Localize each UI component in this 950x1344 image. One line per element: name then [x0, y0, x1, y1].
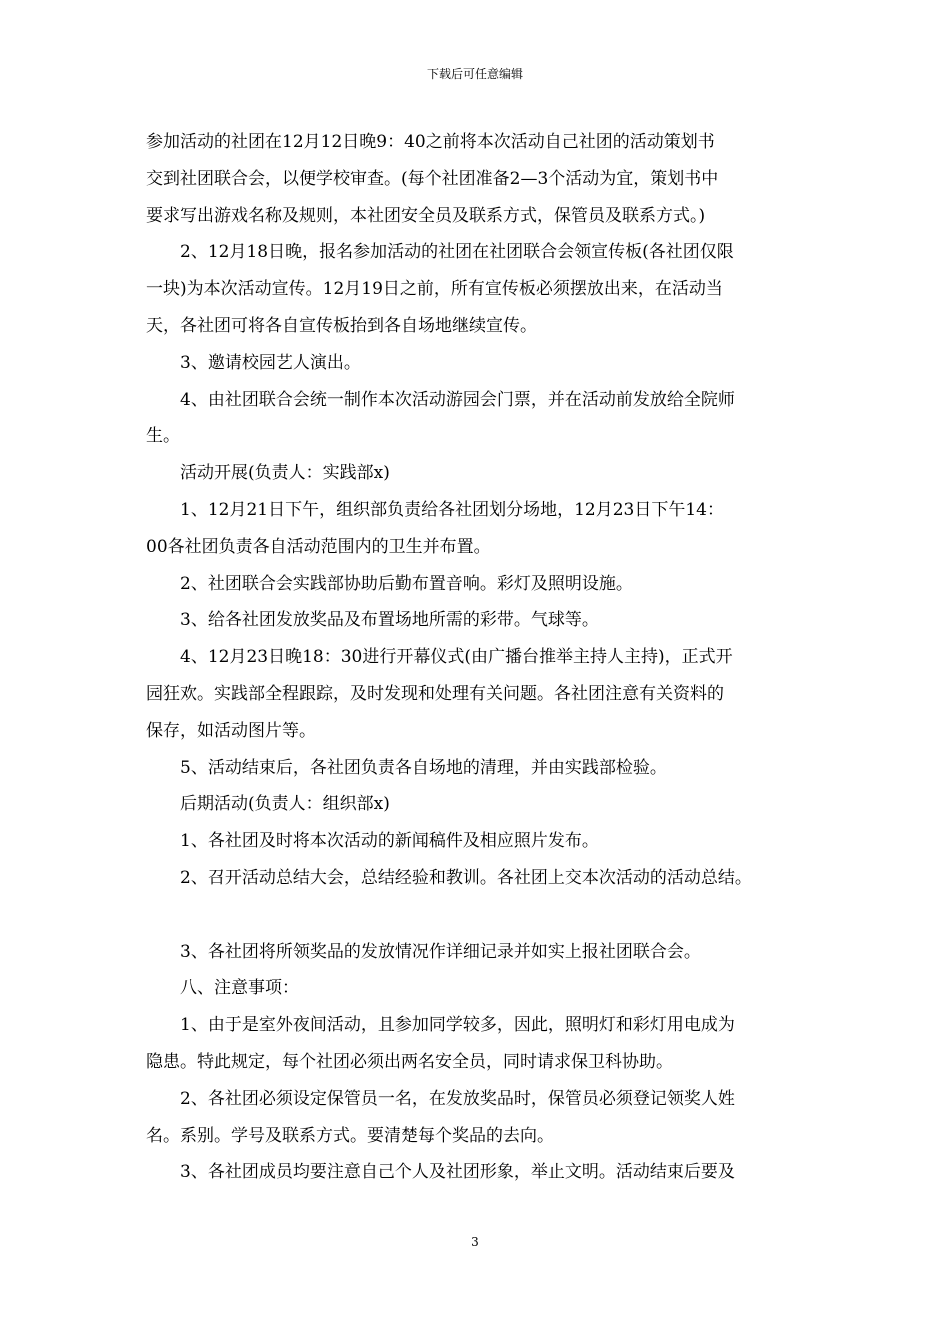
paragraph	[146, 639, 826, 749]
page-header: 下载后可任意编辑	[426, 67, 523, 81]
text-line: 4、12月23日晚18：30进行开幕仪式(由广播台推举主持人主持)，正式开	[180, 647, 733, 668]
text-line: 2、召开活动总结大会，总结经验和教训。各社团上交本次活动的活动总结。	[180, 867, 752, 888]
text-line: 1、各社团及时将本次活动的新闻稿件及相应照片发布。	[180, 831, 599, 852]
text-line: 00各社团负责各自活动范围内的卫生并布置。	[146, 536, 491, 557]
paragraph	[146, 566, 826, 603]
text-line: 2、社团联合会实践部协助后勤布置音响。彩灯及照明设施。	[180, 573, 633, 594]
paragraph	[146, 124, 826, 234]
section-heading	[146, 786, 826, 823]
document-body	[146, 124, 826, 1191]
section-heading	[146, 455, 826, 492]
text-line: 5、活动结束后，各社团负责各自场地的清理，并由实践部检验。	[180, 757, 667, 778]
paragraph	[146, 1007, 826, 1081]
text-line: 参加活动的社团在12月12日晚9：40之前将本次活动自己社团的活动策划书	[146, 132, 715, 152]
text-line: 名。系别。学号及联系方式。要清楚每个奖品的去向。	[146, 1125, 554, 1146]
text-line: 2、各社团必须设定保管员一名，在发放奖品时，保管员必须登记领奖人姓	[180, 1088, 735, 1109]
paragraph	[146, 1154, 826, 1191]
text-line: 生。	[146, 426, 180, 447]
text-line: 要求写出游戏名称及规则，本社团安全员及联系方式，保管员及联系方式。)	[146, 205, 706, 226]
text-line: 4、由社团联合会统一制作本次活动游园会门票，并在活动前发放给全院师	[180, 389, 735, 410]
paragraph	[146, 750, 826, 787]
text-line: 后期活动(负责人：组织部x)	[180, 794, 390, 815]
blank-line	[146, 897, 826, 934]
text-line: 3、各社团成员均要注意自己个人及社团形象，举止文明。活动结束后要及	[180, 1162, 735, 1183]
text-line: 1、12月21日下午，组织部负责给各社团划分场地，12月23日下午14：	[180, 499, 724, 520]
text-line: 保存，如活动图片等。	[146, 720, 316, 741]
paragraph	[146, 492, 826, 566]
text-line: 2、12月18日晚，报名参加活动的社团在社团联合会领宣传板(各社团仅限	[180, 242, 734, 263]
paragraph	[146, 1081, 826, 1155]
text-line: 3、给各社团发放奖品及布置场地所需的彩带。气球等。	[180, 610, 599, 631]
text-line: 交到社团联合会，以便学校审查。(每个社团准备2—3个活动为宜，策划书中	[146, 168, 719, 189]
paragraph	[146, 345, 826, 382]
text-line: 活动开展(负责人：实践部x)	[180, 463, 390, 484]
text-line: 3、各社团将所领奖品的发放情况作详细记录并如实上报社团联合会。	[180, 941, 701, 962]
paragraph	[146, 234, 826, 344]
text-line: 一块)为本次活动宣传。12月19日之前，所有宣传板必须摆放出来，在活动当	[146, 279, 723, 300]
page-number: 3	[471, 1235, 479, 1249]
text-line: 隐患。特此规定，每个社团必须出两名安全员，同时请求保卫科协助。	[146, 1051, 673, 1072]
paragraph	[146, 602, 826, 639]
section-heading	[146, 970, 826, 1007]
text-line: 天，各社团可将各自宣传板抬到各自场地继续宣传。	[146, 315, 537, 336]
text-line: 1、由于是室外夜间活动，且参加同学较多，因此，照明灯和彩灯用电成为	[180, 1015, 735, 1036]
paragraph	[146, 382, 826, 456]
paragraph	[146, 823, 826, 860]
text-line: 3、邀请校园艺人演出。	[180, 352, 361, 373]
paragraph	[146, 934, 826, 971]
paragraph	[146, 860, 826, 897]
text-line: 园狂欢。实践部全程跟踪，及时发现和处理有关问题。各社团注意有关资料的	[146, 683, 724, 704]
text-line: 八、注意事项：	[180, 978, 299, 999]
